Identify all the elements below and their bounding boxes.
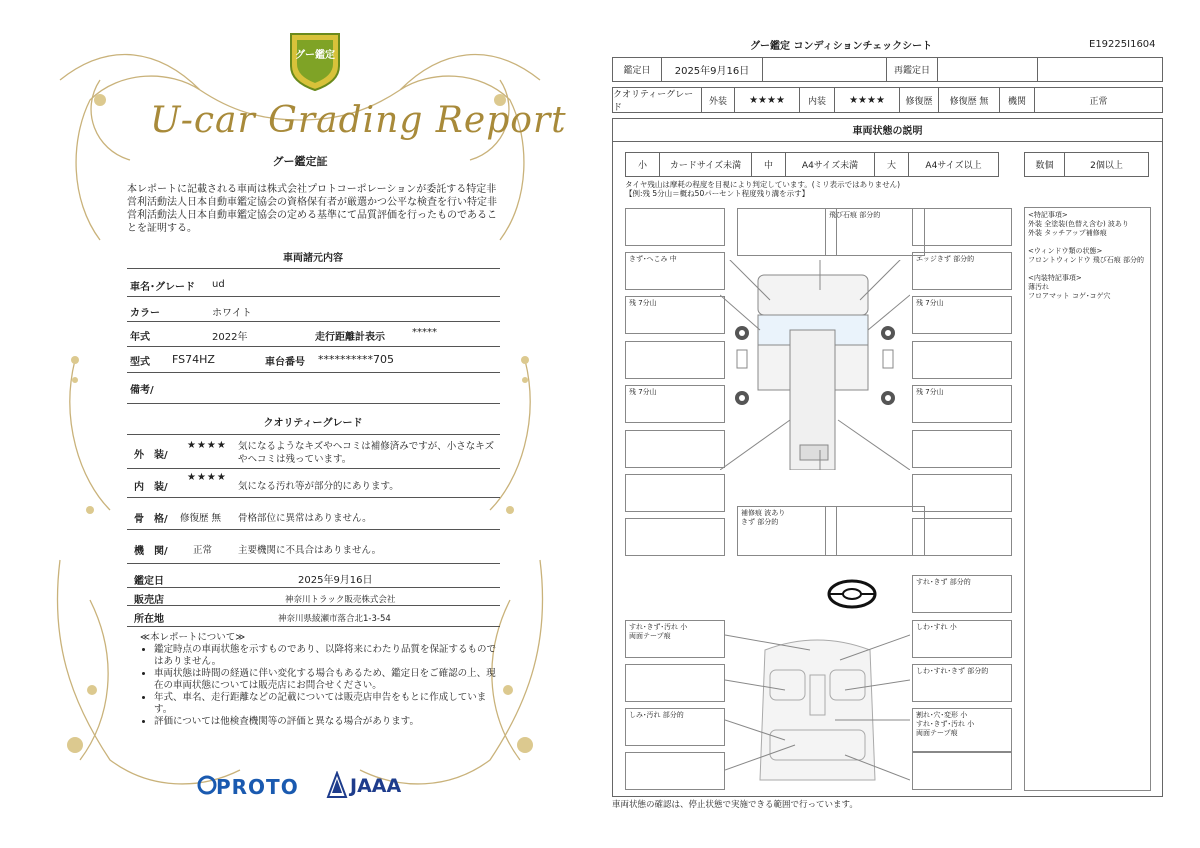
- quality-label: クオリティーグレード: [612, 87, 702, 113]
- int-box: [625, 664, 725, 702]
- ext-box-right-3: 残 7分山: [912, 296, 1012, 334]
- int-box: [625, 752, 725, 790]
- specs-title: 車両諸元内容: [283, 253, 343, 264]
- divider: [127, 372, 500, 373]
- ext-box: [625, 518, 725, 556]
- divider: [127, 268, 500, 269]
- legend-medium: 中: [751, 152, 786, 177]
- ext-box: [912, 430, 1012, 468]
- redate-value: [937, 57, 1038, 82]
- int-box-steer: すれ･きず 部分的: [912, 575, 1012, 613]
- year-value: 2022年: [212, 332, 248, 343]
- engine-text: 主要機関に不具合はありません。: [238, 545, 382, 556]
- tire-note: タイヤ残山は摩耗の程度を目視により判定しています。(ミリ表示ではありません): [625, 180, 901, 189]
- remarks-label: 備考/: [130, 385, 154, 396]
- special-notes: <特記事項> 外装 全塗装(色替え含む) 波あり 外装 タッチアップ補修痕 <ウィンドウ類の状態> フロントウィンドウ 飛び石痕 部分的 <内装特記事項> 薄汚れ フロアマット コゲ･コゲ穴: [1024, 207, 1151, 791]
- certificate-intro: 本レポートに記載される車両は株式会社プロトコーポレーションが委託する特定非営利活動法人日本自動車鑑定協会の資格保有者が厳選かつ公平な検査を行い特定非営利活動法人日本自動車鑑定協会の定める基準にて品質評価を行ったものであることを証明する。: [127, 184, 497, 234]
- ext-label: 外装: [701, 87, 735, 113]
- legend-medium-desc: A4サイズ未満: [785, 152, 875, 177]
- proto-logo-icon: [197, 773, 217, 797]
- ext-box: [625, 341, 725, 379]
- int-box-right-1: しわ･すれ 小: [912, 620, 1012, 658]
- report-title: U-car Grading Report: [150, 100, 567, 141]
- ext-box-left-2: きず･へこみ 中: [625, 252, 725, 290]
- ext-stars: ★★★★: [734, 87, 800, 113]
- int-box-left-1: すれ･きず･汚れ 小 両面テープ痕: [625, 620, 725, 658]
- mileage-value: *****: [412, 327, 437, 338]
- engine-label: 機 関/: [134, 546, 168, 557]
- divider: [127, 434, 500, 435]
- notes-title: ≪本レポートについて≫: [140, 632, 246, 643]
- name-label: 車名･グレード: [130, 282, 195, 293]
- int-box-right-3: 割れ･穴･変形 小 すれ･きず･汚れ 小 両面テープ痕: [912, 708, 1012, 752]
- legend-small: 小: [625, 152, 660, 177]
- exterior-stars: ★★★★: [187, 440, 227, 451]
- ext-box-right-5: 残 7分山: [912, 385, 1012, 423]
- ext-box: [825, 506, 925, 556]
- divider: [127, 529, 500, 530]
- ext-box: [912, 474, 1012, 512]
- ext-box: [912, 208, 1012, 246]
- divider: [127, 497, 500, 498]
- redate-label: 再鑑定日: [886, 57, 938, 82]
- note-item: • 評価については他検査機関等の評価と異なる場合があります。: [154, 716, 500, 728]
- date-value: 2025年9月16日: [298, 575, 373, 586]
- interior-label: 内 装/: [134, 482, 168, 493]
- divider: [127, 468, 500, 469]
- int-stars: ★★★★: [834, 87, 900, 113]
- ext-box-left-5: 残 7分山: [625, 385, 725, 423]
- color-value: ホワイト: [212, 308, 252, 319]
- int-box-right-2: しわ･すれ･きず 部分的: [912, 664, 1012, 702]
- date-value: 2025年9月16日: [661, 57, 763, 82]
- sheet-title: グー鑑定 コンディションチェックシート: [750, 41, 933, 52]
- footer-note: 車両状態の確認は、停止状態で実施できる範囲で行っています。: [612, 800, 858, 810]
- ext-box-left-3: 残 7分山: [625, 296, 725, 334]
- ext-box-top-center: 飛び石痕 部分的: [825, 208, 925, 256]
- repair-value: 修復歴 無: [938, 87, 1000, 113]
- blank-cell: [762, 57, 887, 82]
- model-value: FS74HZ: [172, 353, 215, 366]
- mileage-label: 走行距離計表示: [315, 332, 385, 343]
- ext-box: [625, 208, 725, 246]
- tire-note-example: 【例:残 5分山＝概ね50パーセント程度残り溝を示す】: [625, 189, 810, 198]
- truck-diagram: [720, 260, 910, 470]
- ext-box: [912, 518, 1012, 556]
- model-label: 型式: [130, 357, 150, 368]
- interior-diagram: [725, 620, 910, 790]
- legend-large: 大: [874, 152, 909, 177]
- int-label: 内装: [799, 87, 835, 113]
- exterior-text: 気になるようなキズやヘコミは補修済みですが、小さなキズやヘコミは残っています。: [238, 441, 495, 465]
- ext-box-right-2: エッジきず 部分的: [912, 252, 1012, 290]
- divider: [127, 605, 500, 606]
- report-notes: [140, 632, 500, 728]
- year-label: 年式: [130, 332, 150, 343]
- ext-box: [912, 341, 1012, 379]
- exterior-label: 外 装/: [134, 450, 168, 461]
- dealer-label: 販売店: [134, 595, 164, 606]
- badge-text: グー鑑定: [295, 50, 335, 61]
- note-item: • 鑑定時点の車両状態を示すものであり、以降将来にわたり品質を保証するものではありません。: [154, 644, 500, 668]
- date-label: 鑑定日: [612, 57, 662, 82]
- interior-stars: ★★★★: [187, 472, 227, 483]
- chassis-value: **********705: [318, 353, 394, 366]
- ext-box: [625, 430, 725, 468]
- steering-wheel-icon: [826, 578, 878, 610]
- blank-cell: [1037, 57, 1163, 82]
- divider: [127, 626, 500, 627]
- engine-label: 機関: [999, 87, 1035, 113]
- count-label: 数個: [1024, 152, 1065, 177]
- proto-logo: PROTO: [216, 775, 299, 799]
- note-item: • 年式、車名、走行距離などの記載については販売店申告をもとに作成しています。: [154, 692, 500, 716]
- goo-badge-icon: [287, 30, 343, 92]
- condition-check-sheet: [600, 0, 1200, 848]
- int-box-left-3: しみ･汚れ 部分的: [625, 708, 725, 746]
- divider: [127, 587, 500, 588]
- divider: [127, 403, 500, 404]
- divider: [127, 346, 500, 347]
- note-item: • 車両状態は時間の経過に伴い変化する場合もあるため、鑑定日をご確認の上、現在の車両状態については販売店にお問合せください。: [154, 668, 500, 692]
- count-value: 2個以上: [1064, 152, 1149, 177]
- jaaa-logo-icon: [326, 771, 348, 799]
- date-label: 鑑定日: [134, 576, 164, 587]
- frame-text: 骨格部位に異常はありません。: [238, 513, 372, 524]
- interior-text: 気になる汚れ等が部分的にあります。: [238, 481, 399, 492]
- ext-box: [737, 208, 837, 256]
- legend-small-desc: カードサイズ未満: [659, 152, 752, 177]
- legend-large-desc: A4サイズ以上: [908, 152, 999, 177]
- status-title: 車両状態の説明: [612, 118, 1163, 142]
- sheet-code: E19225I1604: [1089, 39, 1156, 50]
- engine-value: 正常: [193, 545, 213, 556]
- divider: [127, 296, 500, 297]
- address-label: 所在地: [134, 614, 164, 625]
- dealer-value: 神奈川トラック販売株式会社: [285, 595, 396, 605]
- color-label: カラー: [130, 308, 160, 319]
- certificate-subtitle: グー鑑定証: [272, 155, 328, 168]
- ext-box: [625, 474, 725, 512]
- chassis-label: 車台番号: [265, 357, 305, 368]
- ext-box-bottom-center: 補修痕 波あり きず 部分的: [737, 506, 837, 556]
- int-box: [912, 752, 1012, 790]
- grade-title: クオリティーグレード: [263, 418, 363, 429]
- address-value: 神奈川県綾瀬市落合北1-3-54: [278, 614, 391, 624]
- frame-value: 修復歴 無: [180, 513, 222, 524]
- engine-value: 正常: [1034, 87, 1163, 113]
- divider: [127, 321, 500, 322]
- repair-label: 修復歴: [899, 87, 939, 113]
- jaaa-logo: JAAA: [350, 775, 402, 797]
- divider: [127, 563, 500, 564]
- name-value: ud: [212, 279, 225, 290]
- frame-label: 骨 格/: [134, 514, 168, 525]
